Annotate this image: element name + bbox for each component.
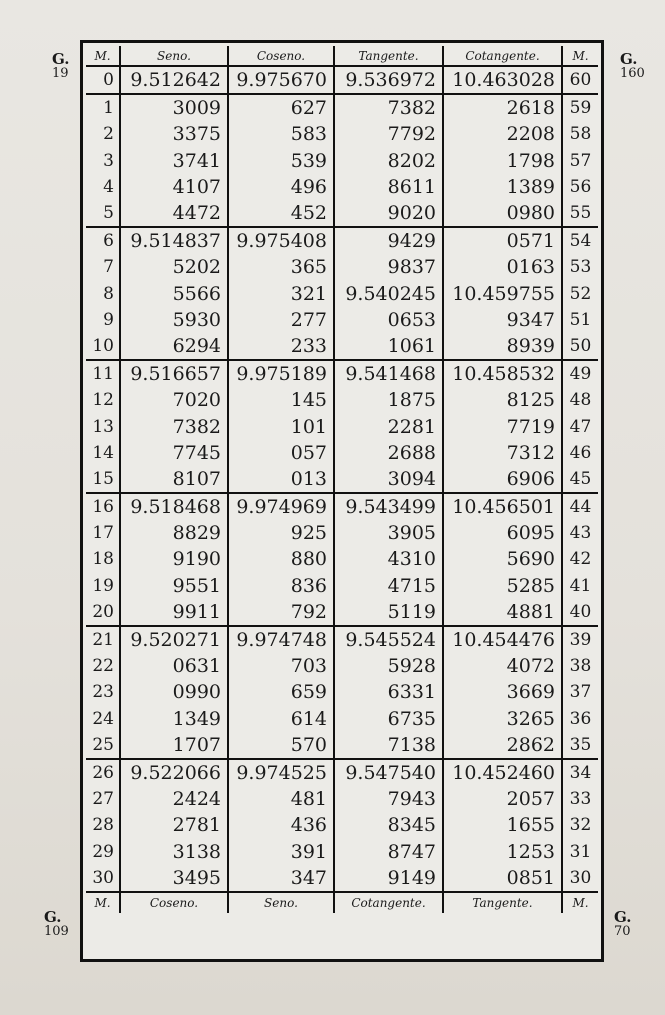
- coseno-cell: 627: [228, 94, 334, 121]
- seno-cell: 9551: [120, 573, 228, 599]
- coseno-cell: 703: [228, 653, 334, 679]
- tangente-cell: 8345: [334, 812, 443, 838]
- seno-cell: 7745: [120, 440, 228, 466]
- cotangente-cell: 5690: [443, 546, 562, 572]
- table-row: [86, 626, 598, 653]
- header-tangente: Tangente.: [334, 46, 443, 66]
- minute-cell: 18: [86, 546, 120, 572]
- table-row: [86, 679, 598, 705]
- footer-tangente: Tangente.: [443, 892, 562, 913]
- minute-complement-cell: 53: [569, 257, 592, 278]
- table-row: [86, 546, 598, 572]
- table-row: [86, 706, 598, 732]
- coseno-cell: 925: [228, 520, 334, 546]
- tangente-cell: 9837: [334, 254, 443, 280]
- coseno-cell: 9.975189: [228, 360, 334, 387]
- coseno-cell: 347: [228, 865, 334, 892]
- tangente-cell: 9149: [334, 865, 443, 892]
- seno-cell: 1349: [120, 706, 228, 732]
- coseno-cell: 496: [228, 174, 334, 200]
- table-footer-row: [86, 892, 598, 913]
- cotangente-cell: 5285: [443, 573, 562, 599]
- corner-bottom-right: [614, 910, 632, 938]
- tangente-cell: 3094: [334, 466, 443, 493]
- seno-cell: 3138: [120, 838, 228, 864]
- minute-complement-cell: 48: [569, 390, 592, 411]
- minute-complement-cell: 49: [562, 360, 598, 387]
- minute-cell: 22: [86, 653, 120, 679]
- minute-complement-cell: 38: [569, 656, 592, 677]
- seno-cell: 4107: [120, 174, 228, 200]
- cotangente-cell: 0571: [443, 227, 562, 254]
- table-row: [86, 786, 598, 812]
- table-row: [86, 307, 598, 333]
- coseno-cell: 101: [228, 413, 334, 439]
- coseno-cell: 481: [228, 786, 334, 812]
- table-row: [86, 838, 598, 864]
- cotangente-cell: 4881: [443, 599, 562, 626]
- seno-cell: 9.520271: [120, 626, 228, 653]
- minute-complement-cell: 31: [569, 841, 592, 862]
- tangente-cell: 7138: [334, 732, 443, 759]
- footer-coseno: Coseno.: [120, 892, 228, 913]
- tangente-cell: 1061: [334, 333, 443, 360]
- minute-complement-cell: 56: [569, 176, 592, 197]
- header-minutes-right: M.: [562, 46, 598, 66]
- minute-cell: 10: [86, 333, 120, 360]
- footer-minutes: M.: [86, 892, 120, 913]
- seno-cell: 0990: [120, 679, 228, 705]
- table-row: [86, 440, 598, 466]
- minute-complement-cell: 35: [569, 734, 592, 755]
- degree-marker: G.: [44, 908, 62, 926]
- tangente-cell: 9.541468: [334, 360, 443, 387]
- cotangente-cell: 2208: [443, 121, 562, 147]
- header-coseno: Coseno.: [228, 46, 334, 66]
- minute-complement-cell: 33: [569, 789, 592, 810]
- minute-complement-cell: 59: [562, 94, 598, 121]
- minute-cell: 6: [86, 227, 120, 254]
- tangente-cell: 6331: [334, 679, 443, 705]
- seno-cell: 3375: [120, 121, 228, 147]
- minute-cell: 12: [86, 387, 120, 413]
- minute-cell: 21: [86, 626, 120, 653]
- cotangente-cell: 9347: [443, 307, 562, 333]
- coseno-cell: 9.974748: [228, 626, 334, 653]
- minute-cell: 2: [86, 121, 120, 147]
- minute-cell: 0: [86, 66, 120, 94]
- coseno-cell: 659: [228, 679, 334, 705]
- minute-cell: 1: [86, 94, 120, 121]
- tangente-cell: 7382: [334, 94, 443, 121]
- minute-complement-cell: 37: [569, 682, 592, 703]
- cotangente-cell: 2862: [443, 732, 562, 759]
- degree-number: 160: [620, 66, 645, 81]
- minute-complement-cell: 40: [569, 601, 592, 622]
- table-row: [86, 387, 598, 413]
- table-row: [86, 121, 598, 147]
- seno-cell: 9.514837: [120, 227, 228, 254]
- table-row: [86, 812, 598, 838]
- cotangente-cell: 8125: [443, 387, 562, 413]
- tangente-cell: 7943: [334, 786, 443, 812]
- seno-cell: 2424: [120, 786, 228, 812]
- seno-cell: 5930: [120, 307, 228, 333]
- minute-cell: 15: [86, 466, 120, 493]
- coseno-cell: 145: [228, 387, 334, 413]
- cotangente-cell: 4072: [443, 653, 562, 679]
- seno-cell: 9911: [120, 599, 228, 626]
- minute-cell: 16: [86, 493, 120, 520]
- minute-cell: 23: [86, 679, 120, 705]
- minute-complement-cell: 54: [562, 227, 598, 254]
- corner-top-left: [52, 52, 70, 80]
- footer-cotangente: Cotangente.: [334, 892, 443, 913]
- coseno-cell: 321: [228, 281, 334, 307]
- table-row: [86, 865, 598, 892]
- cotangente-cell: 0851: [443, 865, 562, 892]
- minute-cell: 8: [86, 281, 120, 307]
- minute-complement-cell: 32: [569, 815, 592, 836]
- coseno-cell: 539: [228, 148, 334, 174]
- seno-cell: 5566: [120, 281, 228, 307]
- tangente-cell: 9.536972: [334, 66, 443, 94]
- tangente-cell: 2688: [334, 440, 443, 466]
- seno-cell: 2781: [120, 812, 228, 838]
- minute-complement-cell: 43: [569, 523, 592, 544]
- seno-cell: 0631: [120, 653, 228, 679]
- table-row: [86, 200, 598, 227]
- coseno-cell: 391: [228, 838, 334, 864]
- table-row: [86, 94, 598, 121]
- minute-cell: 4: [86, 174, 120, 200]
- header-cotangente: Cotangente.: [443, 46, 562, 66]
- seno-cell: 7382: [120, 413, 228, 439]
- cotangente-cell: 10.459755: [443, 281, 562, 307]
- cotangente-cell: 10.456501: [443, 493, 562, 520]
- header-seno: Seno.: [120, 46, 228, 66]
- cotangente-cell: 1655: [443, 812, 562, 838]
- table-row: [86, 227, 598, 254]
- coseno-cell: 583: [228, 121, 334, 147]
- cotangente-cell: 0163: [443, 254, 562, 280]
- table-row: [86, 360, 598, 387]
- cotangente-cell: 1253: [443, 838, 562, 864]
- minute-complement-cell: 41: [569, 575, 592, 596]
- minute-cell: 30: [86, 865, 120, 892]
- minute-complement-cell: 44: [562, 493, 598, 520]
- coseno-cell: 9.975408: [228, 227, 334, 254]
- coseno-cell: 570: [228, 732, 334, 759]
- coseno-cell: 792: [228, 599, 334, 626]
- cotangente-cell: 1389: [443, 174, 562, 200]
- cotangente-cell: 10.454476: [443, 626, 562, 653]
- minute-cell: 14: [86, 440, 120, 466]
- cotangente-cell: 3669: [443, 679, 562, 705]
- coseno-cell: 9.974969: [228, 493, 334, 520]
- seno-cell: 8829: [120, 520, 228, 546]
- table-row: [86, 174, 598, 200]
- table-row: [86, 66, 598, 94]
- seno-cell: 1707: [120, 732, 228, 759]
- coseno-cell: 614: [228, 706, 334, 732]
- header-minutes: M.: [86, 46, 120, 66]
- cotangente-cell: 2057: [443, 786, 562, 812]
- table-row: [86, 732, 598, 759]
- cotangente-cell: 6095: [443, 520, 562, 546]
- minute-cell: 28: [86, 812, 120, 838]
- seno-cell: 3009: [120, 94, 228, 121]
- minute-complement-cell: 57: [569, 150, 592, 171]
- tangente-cell: 6735: [334, 706, 443, 732]
- coseno-cell: 836: [228, 573, 334, 599]
- minute-complement-cell: 52: [569, 283, 592, 304]
- coseno-cell: 365: [228, 254, 334, 280]
- degree-marker: G.: [614, 908, 632, 926]
- seno-cell: 6294: [120, 333, 228, 360]
- minute-complement-cell: 51: [569, 309, 592, 330]
- coseno-cell: 057: [228, 440, 334, 466]
- table-row: [86, 493, 598, 520]
- table-row: [86, 254, 598, 280]
- minute-cell: 26: [86, 759, 120, 786]
- seno-cell: 3495: [120, 865, 228, 892]
- seno-cell: 9190: [120, 546, 228, 572]
- tangente-cell: 7792: [334, 121, 443, 147]
- cotangente-cell: 0980: [443, 200, 562, 227]
- footer-minutes-right: M.: [562, 892, 598, 913]
- tangente-cell: 5119: [334, 599, 443, 626]
- tangente-cell: 9.547540: [334, 759, 443, 786]
- coseno-cell: 233: [228, 333, 334, 360]
- minute-complement-cell: 45: [569, 468, 592, 489]
- minute-cell: 19: [86, 573, 120, 599]
- table-row: [86, 573, 598, 599]
- minute-cell: 13: [86, 413, 120, 439]
- cotangente-cell: 10.463028: [443, 66, 562, 94]
- tangente-cell: 8611: [334, 174, 443, 200]
- table-body: [86, 66, 598, 892]
- table-row: [86, 413, 598, 439]
- log-trig-table: [86, 46, 598, 913]
- table-row: [86, 759, 598, 786]
- table-row: [86, 148, 598, 174]
- coseno-cell: 9.975670: [228, 66, 334, 94]
- table-row: [86, 333, 598, 360]
- seno-cell: 5202: [120, 254, 228, 280]
- seno-cell: 3741: [120, 148, 228, 174]
- minute-cell: 3: [86, 148, 120, 174]
- coseno-cell: 452: [228, 200, 334, 227]
- tangente-cell: 9020: [334, 200, 443, 227]
- tangente-cell: 9.540245: [334, 281, 443, 307]
- minute-complement-cell: 60: [569, 70, 592, 91]
- minute-cell: 24: [86, 706, 120, 732]
- corner-top-right: [620, 52, 645, 80]
- corner-bottom-left: [44, 910, 69, 938]
- minute-complement-cell: 55: [569, 203, 592, 224]
- seno-cell: 7020: [120, 387, 228, 413]
- cotangente-cell: 7312: [443, 440, 562, 466]
- table-row: [86, 653, 598, 679]
- minute-cell: 25: [86, 732, 120, 759]
- tangente-cell: 4310: [334, 546, 443, 572]
- minute-complement-cell: 39: [562, 626, 598, 653]
- minute-cell: 7: [86, 254, 120, 280]
- minute-cell: 17: [86, 520, 120, 546]
- minute-complement-cell: 50: [569, 335, 592, 356]
- coseno-cell: 277: [228, 307, 334, 333]
- degree-number: 19: [52, 66, 69, 81]
- tangente-cell: 8202: [334, 148, 443, 174]
- tangente-cell: 3905: [334, 520, 443, 546]
- tangente-cell: 2281: [334, 413, 443, 439]
- cotangente-cell: 3265: [443, 706, 562, 732]
- cotangente-cell: 6906: [443, 466, 562, 493]
- minute-complement-cell: 34: [562, 759, 598, 786]
- cotangente-cell: 7719: [443, 413, 562, 439]
- footer-seno: Seno.: [228, 892, 334, 913]
- minute-complement-cell: 30: [569, 867, 592, 888]
- degree-marker: G.: [620, 50, 638, 68]
- seno-cell: 9.516657: [120, 360, 228, 387]
- table-header-row: [86, 46, 598, 66]
- tangente-cell: 9.545524: [334, 626, 443, 653]
- minute-complement-cell: 47: [569, 416, 592, 437]
- tangente-cell: 8747: [334, 838, 443, 864]
- degree-marker: G.: [52, 50, 70, 68]
- tangente-cell: 5928: [334, 653, 443, 679]
- minute-complement-cell: 36: [569, 708, 592, 729]
- seno-cell: 9.518468: [120, 493, 228, 520]
- tangente-cell: 9429: [334, 227, 443, 254]
- minute-cell: 11: [86, 360, 120, 387]
- cotangente-cell: 8939: [443, 333, 562, 360]
- tangente-cell: 9.543499: [334, 493, 443, 520]
- cotangente-cell: 1798: [443, 148, 562, 174]
- degree-number: 109: [44, 924, 69, 939]
- table-row: [86, 466, 598, 493]
- cotangente-cell: 10.458532: [443, 360, 562, 387]
- coseno-cell: 436: [228, 812, 334, 838]
- degree-number: 70: [614, 924, 631, 939]
- minute-cell: 29: [86, 838, 120, 864]
- minute-complement-cell: 46: [569, 442, 592, 463]
- table-row: [86, 599, 598, 626]
- cotangente-cell: 2618: [443, 94, 562, 121]
- minute-cell: 20: [86, 599, 120, 626]
- seno-cell: 9.512642: [120, 66, 228, 94]
- minute-complement-cell: 42: [569, 549, 592, 570]
- minute-complement-cell: 58: [569, 124, 592, 145]
- table-row: [86, 281, 598, 307]
- coseno-cell: 880: [228, 546, 334, 572]
- tangente-cell: 0653: [334, 307, 443, 333]
- coseno-cell: 9.974525: [228, 759, 334, 786]
- tangente-cell: 4715: [334, 573, 443, 599]
- minute-cell: 5: [86, 200, 120, 227]
- seno-cell: 8107: [120, 466, 228, 493]
- minute-cell: 27: [86, 786, 120, 812]
- minute-cell: 9: [86, 307, 120, 333]
- seno-cell: 4472: [120, 200, 228, 227]
- cotangente-cell: 10.452460: [443, 759, 562, 786]
- seno-cell: 9.522066: [120, 759, 228, 786]
- tangente-cell: 1875: [334, 387, 443, 413]
- coseno-cell: 013: [228, 466, 334, 493]
- table-row: [86, 520, 598, 546]
